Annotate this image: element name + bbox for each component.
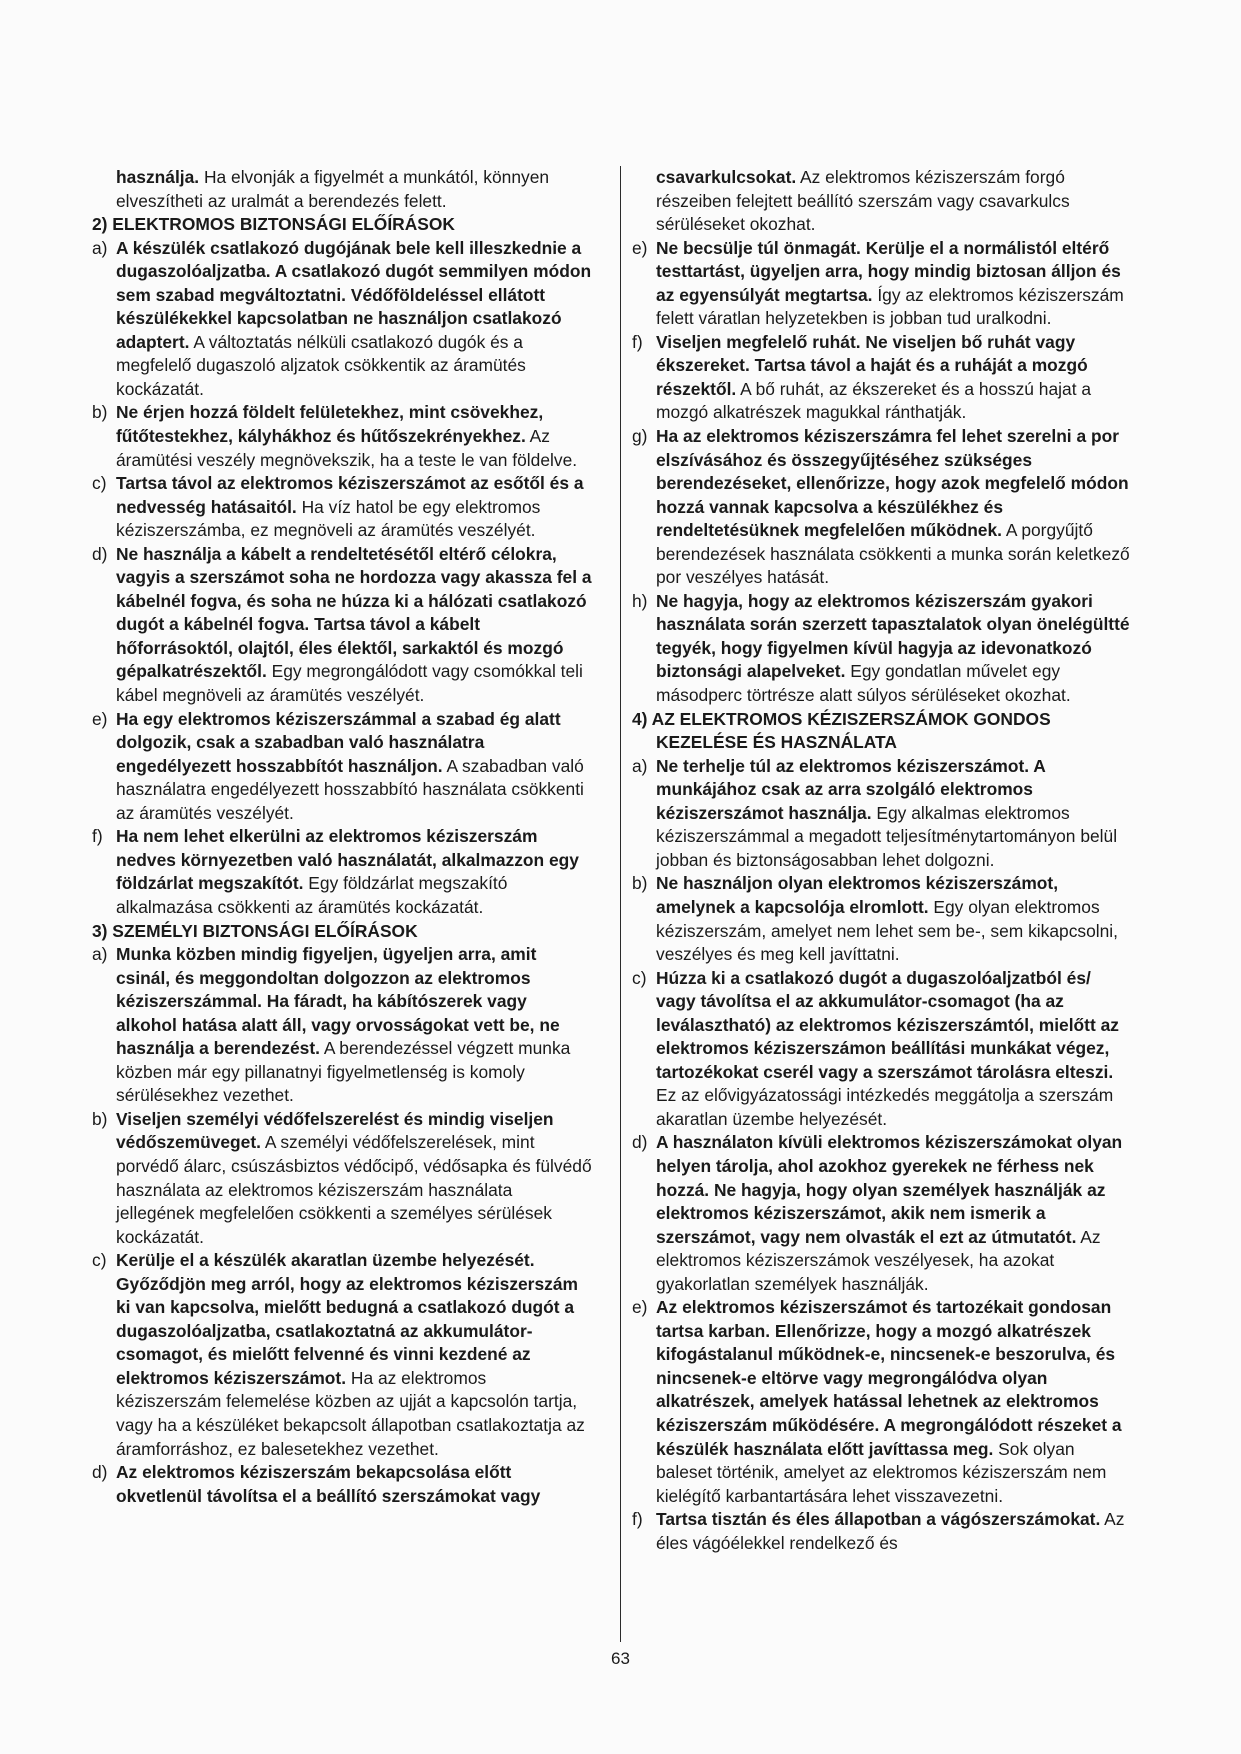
safety-item [632,166,1132,237]
safety-item [632,425,1132,590]
safety-item [632,755,1132,873]
section-heading-text: 3) SZEMÉLYI BIZTONSÁGI ELŐÍRÁSOK [92,920,418,941]
item-bold-text: Viseljen személyi védőfelszerelést és mindig viseljen védőszemüveget. [116,1108,554,1153]
safety-item [92,472,592,543]
item-bold-text: csavarkulcsokat. [656,167,797,187]
safety-item [92,543,592,708]
safety-item [92,1461,592,1508]
item-letter: f) [92,826,103,847]
section-heading [92,213,592,237]
safety-item [92,401,592,472]
item-bold-text: Ne terhelje túl az elektromos kéziszerszámot. A munkájához csak az arra szolgáló elektromos kéziszerszámot használja. [656,755,1046,823]
item-normal-text: Az éles vágóélekkel rendelkező és [656,1509,1125,1553]
safety-item [632,331,1132,425]
item-bold-text: Húzza ki a csatlakozó dugót a dugaszolóaljzatból és/ vagy távolítsa el az akkumulátor-csomagot (ha az leválasztható) az elektromos kéziszerszámtól, mielőtt az elektromos kéziszerszámon beállítási munkákat végez, tartozékokat cserél vagy a szerszámot tárolásra elteszi. [656,967,1119,1082]
safety-item [632,1296,1132,1508]
item-letter: b) [92,1108,108,1129]
item-letter: a) [92,237,108,258]
column-divider [620,166,621,1642]
item-bold-text: Tartsa távol az elektromos kéziszerszámot az esőtől és a nedvesség hatásaitól. [116,473,584,517]
item-normal-text: A személyi védőfelszerelések, mint porvédő álarc, csúszásbiztos védőcipő, védősapka és fülvédő használata az elektromos kéziszerszám használata jellegének megfelelően csökkenti a személyes sérülések kockázatát. [116,1132,592,1247]
item-normal-text: A változtatás nélküli csatlakozó dugók és a megfelelő dugaszoló aljzatok csökkentik az áramütés kockázatát. [116,331,526,399]
section-heading-text: 4) AZ ELEKTROMOS KÉZISZERSZÁMOK GONDOS [632,708,1051,729]
item-normal-text: Az elektromos kéziszerszámok veszélyesek, ha azokat gyakorlatlan személyek használják. [656,1226,1101,1294]
item-letter: e) [92,708,108,729]
item-normal-text: Így az elektromos kéziszerszám felett váratlan helyzetekben is jobban tud uralkodni. [656,284,1124,329]
item-letter: e) [632,237,648,258]
item-normal-text: A bő ruhát, az ékszereket és a hosszú hajat a mozgó alkatrészek magukkal ránthatják. [656,378,1092,423]
item-normal-text: Az elektromos kéziszerszám forgó részeiben felejtett beállító szerszám vagy csavarkulcs sérüléseket okozhat. [656,167,1070,235]
safety-item [632,1508,1132,1555]
item-bold-text: Az elektromos kéziszerszámot és tartozékait gondosan tartsa karban. Ellenőrizze, hogy a mozgó alkatrészek kifogástalanul működnek-e, nincsenek-e beszorulva, és nincsenek-e eltörve vagy megrongálódva olyan alkatrészek, amelyek hatással lehetnek az elektromos kéziszerszám működésére. A megrongálódott részeket a készülék használata előtt javíttassa meg. [656,1297,1122,1459]
item-letter: d) [92,1462,108,1483]
item-normal-text: Egy gondatlan művelet egy másodperc törtrésze alatt súlyos sérüléseket okozhat. [656,661,1071,706]
safety-item [92,825,592,919]
item-bold-text: Az elektromos kéziszerszám bekapcsolása előtt okvetlenül távolítsa el a beállító szerszámokat vagy [116,1462,541,1506]
item-letter: h) [632,590,648,611]
item-letter: c) [632,967,647,988]
item-letter: f) [632,1509,643,1530]
item-letter: f) [632,331,643,352]
item-normal-text: Egy alkalmas elektromos kéziszerszámmal a megadott teljesítménytartományon belül jobban és biztonságosabban lehet dolgozni. [656,802,1118,870]
item-bold-text: Munka közben mindig figyeljen, ügyeljen arra, amit csinál, és meggondoltan dolgozzon az elektromos kéziszerszámmal. Ha fáradt, ha kábítószerek vagy alkohol hatása alatt áll, vagy orvosságokat vett be, ne használja a berendezést. [116,944,560,1059]
safety-item [632,967,1132,1132]
safety-item [632,590,1132,708]
safety-item [632,237,1132,331]
item-bold-text: Ne érjen hozzá földelt felületekhez, mint csövekhez, fűtőtestekhez, kályhákhoz és hűtőszekrényekhez. [116,402,544,447]
section-heading-text: 2) ELEKTROMOS BIZTONSÁGI ELŐÍRÁSOK [92,214,455,235]
item-bold-text: Ne használjon olyan elektromos kéziszerszámot, amelynek a kapcsolója elromlott. [656,873,1059,917]
item-normal-text: Ha víz hatol be egy elektromos kéziszerszámba, ez megnöveli az áramütés veszélyét. [116,496,541,541]
item-normal-text: Egy olyan elektromos kéziszerszám, amelyet nem lehet sem be-, sem kikapcsolni, veszélyes és meg kell javíttatni. [656,896,1118,965]
item-letter: b) [92,402,108,423]
item-bold-text: Ha egy elektromos kéziszerszámmal a szabad ég alatt dolgozik, csak a szabadban való használatra engedélyezett hosszabbítót használjon. [116,708,561,776]
item-bold-text: Ne hagyja, hogy az elektromos kéziszerszám gyakori használata során szerzett tapasztalatok olyan önelégültté tegyék, hogy figyelmen kívül hagyja az idevonatkozó biztonsági alapelveket. [656,590,1130,682]
item-normal-text: A berendezéssel végzett munka közben már egy pillanatnyi figyelmetlenség is komoly sérülésekhez vezethet. [116,1038,571,1106]
safety-item [92,1108,592,1249]
item-bold-text: használja. [116,167,200,187]
item-normal-text: Ha az elektromos kéziszerszám felemelése közben az ujját a kapcsolón tartja, vagy ha a készüléket bekapcsolt állapotban csatlakoztatja az áramforráshoz, ez balesetekhez vezethet. [116,1367,585,1459]
safety-item [632,1131,1132,1296]
item-letter: b) [632,873,648,894]
item-normal-text: Ez az elővigyázatossági intézkedés meggátolja a szerszám akaratlan üzembe helyezését. [656,1085,1114,1129]
item-bold-text: Ne becsülje túl önmagát. Kerülje el a normálistól eltérő testtartást, ügyeljen arra, hogy mindig biztosan álljon és az egyensúlyát megtartsa. [656,237,1121,305]
section-heading [632,708,1132,755]
item-letter: a) [632,755,648,776]
item-bold-text: Tartsa tisztán és éles állapotban a vágószerszámokat. [656,1509,1101,1530]
item-normal-text: Egy megrongálódott vagy csomókkal teli kábel megnöveli az áramütés veszélyét. [116,661,583,706]
item-normal-text: Ha elvonják a figyelmét a munkától, könnyen elveszítheti az uralmát a berendezés felett. [116,167,550,211]
item-letter: c) [92,473,107,494]
left-column [92,166,592,1508]
item-letter: d) [92,543,108,564]
safety-item [92,1249,592,1461]
safety-item [92,708,592,826]
item-normal-text: Egy földzárlat megszakító alkalmazása csökkenti az áramütés kockázatát. [116,873,508,917]
item-bold-text: Kerülje el a készülék akaratlan üzembe helyezését. Győződjön meg arról, hogy az elektromos kéziszerszám ki van kapcsolva, mielőtt bedugná a csatlakozó dugót a dugaszolóaljzatba, csatlakoztatná az akkumulátor-csomagot, és mielőtt felvenné és vinni kezdené az elektromos kéziszerszámot. [116,1250,578,1388]
item-bold-text: Ne használja a kábelt a rendeltetésétől eltérő célokra, vagyis a szerszámot soha ne hordozza vagy akassza fel a kábelnél fogva, és soha ne húzza ki a hálózati csatlakozó dugót a kábelnél fogva. Tartsa távol a kábelt hőforrásoktól, olajtól, éles élektől, sarkaktól és mozgó gépalkatrészektől. [116,543,592,682]
item-normal-text: A porgyűjtő berendezések használata csökkenti a munka során keletkező por veszélyes hatását. [656,520,1130,588]
item-normal-text: A szabadban való használatra engedélyezett hosszabbító használata csökkenti az áramütés veszélyét. [116,755,584,823]
item-letter: g) [632,426,648,447]
safety-item [92,237,592,402]
right-column [632,166,1132,1555]
item-bold-text: A készülék csatlakozó dugójának bele kell illeszkednie a dugaszolóaljzatba. A csatlakozó dugót semmilyen módon sem szabad megváltoztatni. Védőföldeléssel ellátott készülékekkel kapcsolatban ne használjon csatlakozó adaptert. [116,237,592,352]
item-letter: c) [92,1250,107,1271]
safety-item [92,166,592,213]
item-normal-text: Az áramütési veszély megnövekszik, ha a teste le van földelve. [116,426,578,470]
safety-item [632,872,1132,966]
item-bold-text: Ha nem lehet elkerülni az elektromos kéziszerszám nedves környezetben való használatát, alkalmazzon egy földzárlat megszakítót. [116,826,579,894]
section-heading-text-line2: KEZELÉSE ÉS HASZNÁLATA [656,732,897,753]
item-letter: a) [92,944,108,965]
item-normal-text: Sok olyan baleset történik, amelyet az elektromos kéziszerszám nem kielégítő karbantartására lehet visszavezetni. [656,1438,1107,1506]
item-bold-text: A használaton kívüli elektromos kéziszerszámokat olyan helyen tárolja, ahol azokhoz gyerekek ne férhess nek hozzá. Ne hagyja, hogy olyan személyek használják az elektromos kéziszerszámot, akik nem ismerik a szerszámot, vagy nem olvasták el ezt az útmutatót. [656,1132,1123,1247]
page-number: 63 [611,1649,630,1668]
safety-item [92,943,592,1108]
item-bold-text: Viseljen megfelelő ruhát. Ne viseljen bő ruhát vagy ékszereket. Tartsa távol a haját és a ruháját a mozgó részektől. [656,331,1088,399]
item-bold-text: Ha az elektromos kéziszerszámra fel lehet szerelni a por elszívásához és összegyűjtéséhez szükséges berendezéseket, ellenőrizze, hogy azok megfelelő módon hozzá vannak kapcsolva a készülékhez és rendeltetésüknek megfelelően működnek. [656,426,1129,541]
section-heading [92,920,592,944]
item-letter: e) [632,1297,648,1318]
item-letter: d) [632,1132,648,1153]
